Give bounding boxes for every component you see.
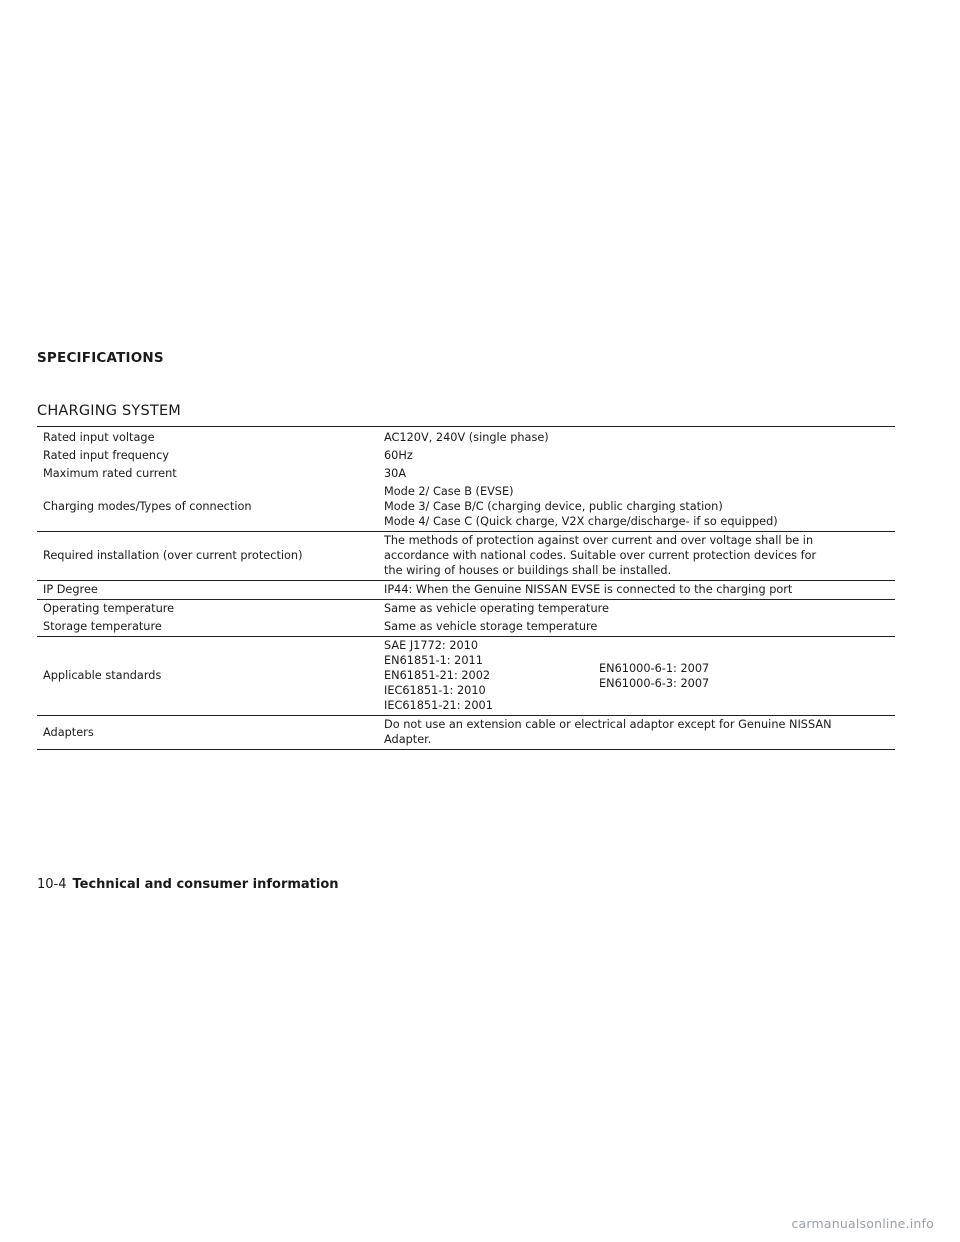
spec-value bbox=[378, 483, 895, 532]
spec-value bbox=[378, 636, 895, 715]
spec-label: Applicable standards bbox=[37, 636, 378, 715]
spec-label: Adapters bbox=[37, 715, 378, 749]
table-row bbox=[37, 599, 895, 618]
spec-value-line: Mode 4/ Case C (Quick charge, V2X charge/discharge- if so equipped) bbox=[384, 515, 778, 528]
spec-value bbox=[378, 531, 895, 580]
standard-item: EN61851-1: 2011 bbox=[384, 654, 483, 667]
spec-value-line: Same as vehicle storage temperature bbox=[384, 620, 598, 633]
spec-value bbox=[378, 580, 895, 599]
spec-value-line: Mode 3/ Case B/C (charging device, public charging station) bbox=[384, 500, 723, 513]
table-row bbox=[37, 483, 895, 532]
table-row bbox=[37, 618, 895, 637]
standard-item: IEC61851-21: 2001 bbox=[384, 699, 493, 712]
spec-value bbox=[378, 447, 895, 465]
spec-value-line: the wiring of houses or buildings shall be installed. bbox=[384, 564, 672, 577]
spec-value-line: 60Hz bbox=[384, 449, 413, 462]
spec-label: IP Degree bbox=[37, 580, 378, 599]
standards-column-2 bbox=[599, 661, 709, 691]
standard-item: EN61000-6-3: 2007 bbox=[599, 676, 710, 690]
table-row bbox=[37, 465, 895, 483]
page-number: 10-4 bbox=[37, 877, 67, 892]
spec-value-line: IP44: When the Genuine NISSAN EVSE is connected to the charging port bbox=[384, 583, 793, 596]
sub-heading: CHARGING SYSTEM bbox=[37, 403, 182, 419]
standard-item: SAE J1772: 2010 bbox=[384, 639, 479, 652]
spec-value-line: The methods of protection against over current and over voltage shall be in bbox=[384, 534, 814, 547]
table-row bbox=[37, 531, 895, 580]
spec-label: Charging modes/Types of connection bbox=[43, 500, 252, 513]
standard-item: EN61000-6-1: 2007 bbox=[599, 661, 710, 675]
spec-value-line: AC120V, 240V (single phase) bbox=[384, 431, 549, 444]
spec-label: Required installation (over current protection) bbox=[37, 531, 378, 580]
spec-value-line: 30A bbox=[384, 467, 407, 480]
standards-column-1 bbox=[384, 638, 599, 713]
spec-value bbox=[378, 427, 895, 447]
spec-label: Storage temperature bbox=[43, 620, 162, 633]
page-footer bbox=[37, 877, 339, 892]
standards-columns bbox=[384, 638, 889, 713]
spec-value-line: accordance with national codes. Suitable over current protection devices for bbox=[384, 549, 817, 562]
spec-value bbox=[378, 715, 895, 749]
table-row bbox=[37, 447, 895, 465]
standard-item: IEC61851-1: 2010 bbox=[384, 684, 486, 697]
spec-label: Rated input voltage bbox=[43, 431, 155, 444]
spec-label: Operating temperature bbox=[37, 599, 378, 618]
chapter-title: Technical and consumer information bbox=[72, 877, 339, 892]
section-heading: SPECIFICATIONS bbox=[37, 350, 164, 366]
spec-value-line: Do not use an extension cable or electrical adaptor except for Genuine NISSAN bbox=[384, 718, 832, 731]
spec-value bbox=[378, 599, 895, 618]
spec-value-line: Mode 2/ Case B (EVSE) bbox=[384, 485, 514, 498]
spec-value bbox=[378, 465, 895, 483]
watermark: carmanualsonline.info bbox=[791, 1216, 934, 1231]
table-row bbox=[37, 427, 895, 447]
spec-value-line: Same as vehicle operating temperature bbox=[384, 602, 609, 615]
spec-label: Rated input frequency bbox=[43, 449, 169, 462]
table-row bbox=[37, 580, 895, 599]
table-row bbox=[37, 636, 895, 715]
spec-value bbox=[378, 618, 895, 637]
specifications-table bbox=[37, 426, 895, 750]
standard-item: EN61851-21: 2002 bbox=[384, 669, 491, 682]
table-row bbox=[37, 715, 895, 749]
spec-value-line: Adapter. bbox=[384, 733, 432, 746]
spec-label: Maximum rated current bbox=[43, 467, 177, 480]
